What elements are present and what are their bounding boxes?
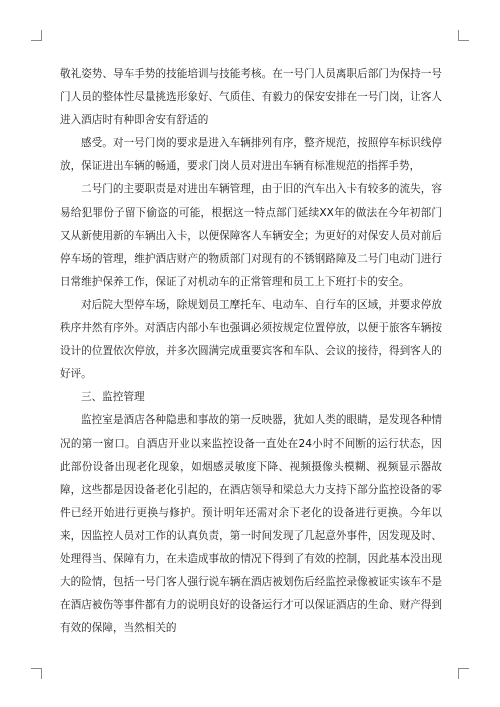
document-body: [60, 63, 442, 640]
paragraph-5: 监控室是酒店各种隐患和事故的第一反映器，犹如人类的眼睛，是发现各种情况的第一窗口。自酒店开业以来监控设备一直处在24小时不间断的运行状态，因此部份设备出现老化现象，如烟感灵敏度下降、视频摄像头模糊、视频显示器故障，这些都是因设备老化引起的，在酒店领导和梁总大力支持下部分监控设备的零件已经开始进行更换与修护。预计明年还需对余下老化的设备进行更换。今年以来，因监控人员对工作的认真负责，第一时间发现了几起意外事件，因发现及时、处理得当、保障有力，在未造成事故的情况下得到了有效的控制，因此基本没出现大的险情，包括一号门客人强行说车辆在酒店被划伤后经监控录像被证实该车不是在酒店被伤等事件都有力的说明良好的设备运行才可以保证酒店的生命、财产得到有效的保障，当然相关的: [60, 414, 442, 635]
paragraph-3: 二号门的主要职责是对进出车辆管理，由于旧的汽车出入卡有较多的流失，容易给犯罪份子留下偷盗的可能，根据这一特点部门延续XX年的做法在今年初部门又从新使用新的车辆出入卡，以便保障客人车辆安全；为更好的对保安人员对前后停车场的管理，维护酒店财产的物质部门对现有的不锈钢路障及二号门电动门进行日常维护保养工作，保证了对机动车的正常管理和员工上下班打卡的安全。: [60, 183, 442, 288]
paragraph-1: 敬礼姿势、导车手势的技能培训与技能考核。在一号门人员离职后部门为保持一号门人员的整体性尽量挑选形象好、气质佳、有毅力的保安安排在一号门岗，让客人进入酒店时有种即舍安有舒适的: [60, 68, 442, 127]
paragraph-2: 感受。对一号门岗的要求是进入车辆排列有序，整齐规范，按照停车标识线停放，保证进出车辆的畅通，要求门岗人员对进出车辆有标准规范的指挥手势，: [60, 137, 442, 173]
page-corner-mark-bottom-left: [31, 668, 42, 679]
page-corner-mark-bottom-right: [458, 668, 469, 679]
page-corner-mark-top-right: [458, 30, 469, 41]
page-corner-mark-top-left: [31, 30, 42, 41]
paragraph-4: 对后院大型停车场，除规划员工摩托车、电动车、自行车的区域，并要求停放秩序井然有序外。对酒店内部小车也强调必须按规定位置停放，以便于旅客车辆按设计的位置依次停放，并多次圆满完成重要宾客和车队、会议的接待，得到客人的好评。: [60, 298, 442, 381]
section-heading-monitoring: 三、监控管理: [81, 391, 145, 404]
